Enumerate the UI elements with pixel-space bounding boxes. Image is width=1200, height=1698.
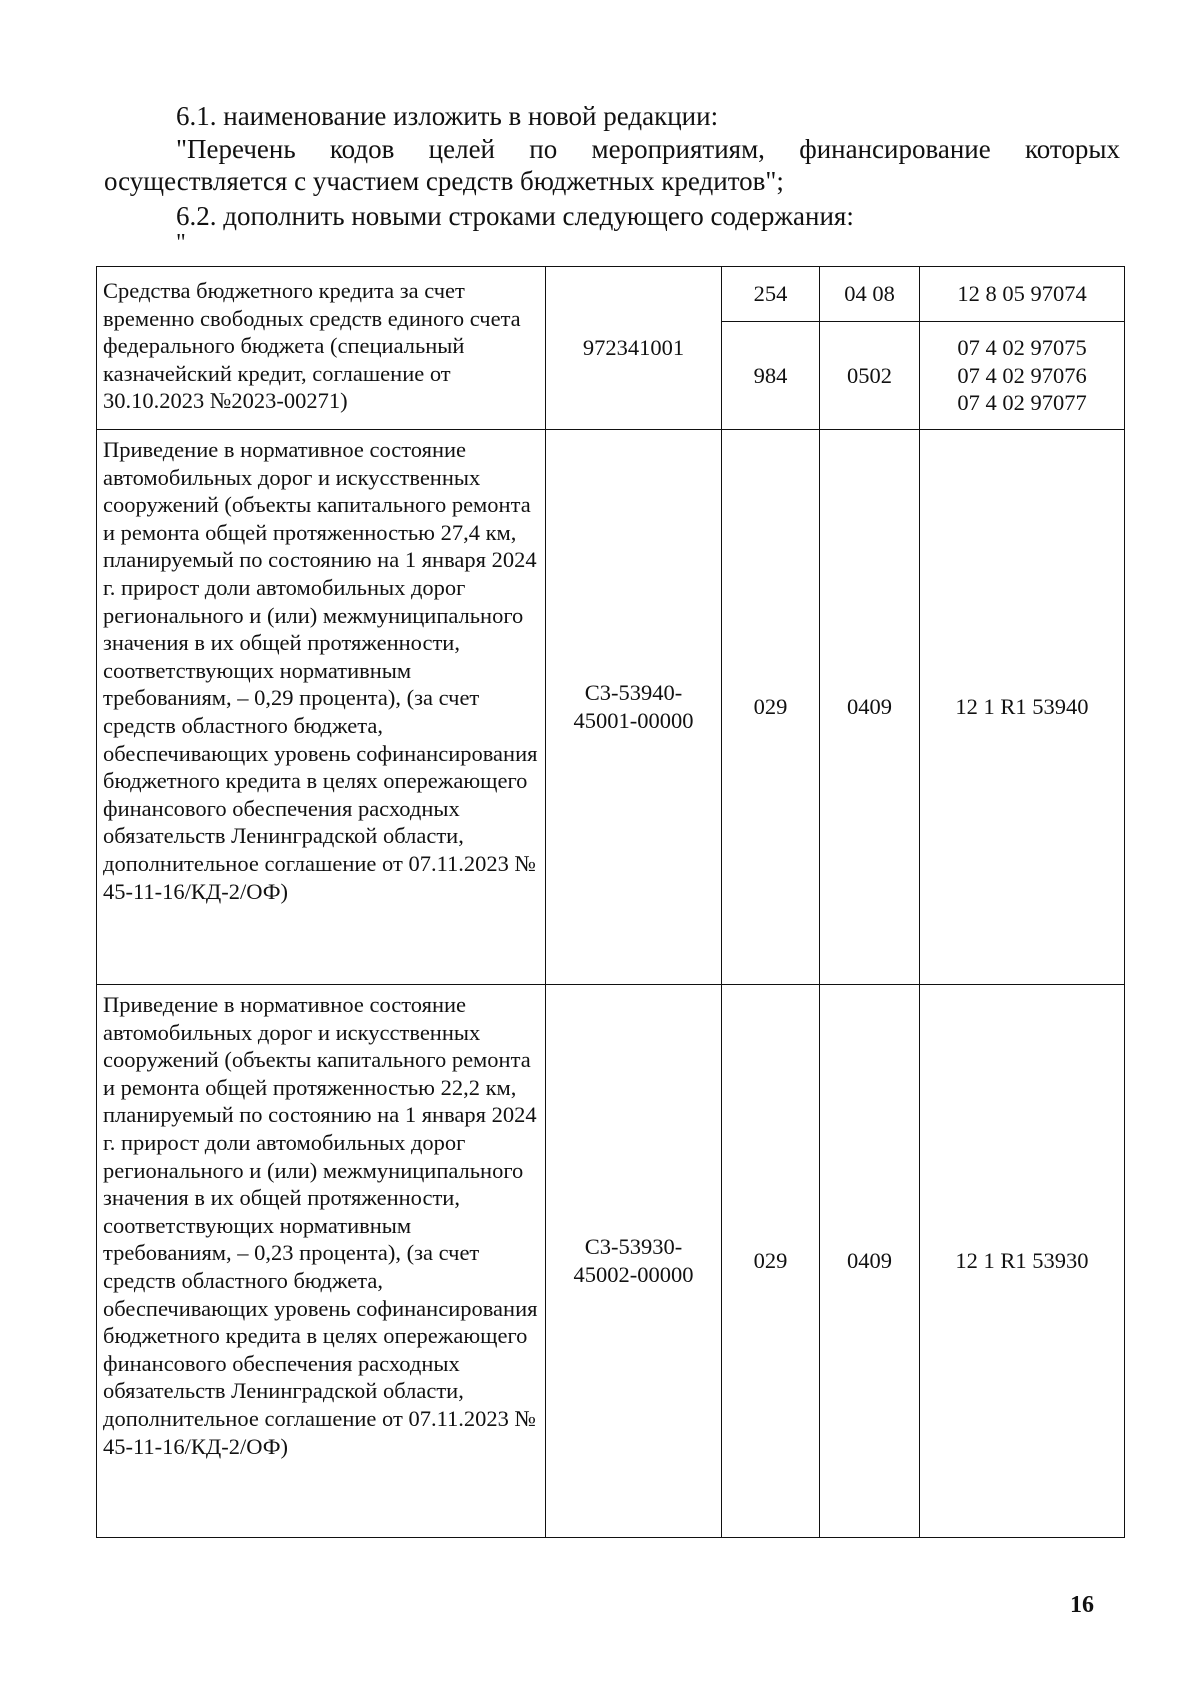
row3-code-line: 45002-00000 bbox=[573, 1262, 694, 1287]
row3-code bbox=[546, 985, 722, 1538]
row2-grbs: 029 bbox=[722, 430, 820, 985]
paragraph-6-2: 6.2. дополнить новыми строками следующего содержания: bbox=[176, 201, 854, 231]
row1a-grbs: 254 bbox=[722, 267, 820, 322]
row3-section: 0409 bbox=[820, 985, 920, 1538]
opening-quote-mark: " bbox=[176, 230, 186, 256]
codes-table bbox=[96, 266, 1125, 1538]
row1a-csr: 12 8 05 97074 bbox=[920, 267, 1125, 322]
row1b-csr-line: 07 4 02 97076 bbox=[957, 362, 1087, 388]
row1b-csr bbox=[920, 322, 1125, 430]
row2-code bbox=[546, 430, 722, 985]
row2-csr: 12 1 R1 53940 bbox=[920, 430, 1125, 985]
row1b-csr-line: 07 4 02 97075 bbox=[957, 335, 1087, 361]
row2-description: Приведение в нормативное состояние автомобильных дорог и искусственных сооружений (объекты капитального ремонта и ремонта общей протяженностью 27,4 км, планируемый по состоянию на 1 января 2024 г. прирост доли автомобильных дорог регионального и (или) межмуниципального значения в их общей протяженности, соответствующих нормативным требованиям, – 0,29 процента), (за счет средств областного бюджета, обеспечивающих уровень софинансирования бюджетного кредита в целях опережающего финансового обеспечения расходных обязательств Ленинградской области, дополнительное соглашение от 07.11.2023 № 45-11-16/КД-2/ОФ) bbox=[97, 430, 546, 985]
table-row bbox=[97, 985, 1125, 1538]
row1-description: Средства бюджетного кредита за счет временно свободных средств единого счета федерального бюджета (специальный казначейский кредит, соглашение от 30.10.2023 №2023-00271) bbox=[97, 267, 546, 430]
row3-csr: 12 1 R1 53930 bbox=[920, 985, 1125, 1538]
row3-description: Приведение в нормативное состояние автомобильных дорог и искусственных сооружений (объекты капитального ремонта и ремонта общей протяженностью 22,2 км, планируемый по состоянию на 1 января 2024 г. прирост доли автомобильных дорог регионального и (или) межмуниципального значения в их общей протяженности, соответствующих нормативным требованиям, – 0,23 процента), (за счет средств областного бюджета, обеспечивающих уровень софинансирования бюджетного кредита в целях опережающего финансового обеспечения расходных обязательств Ленинградской области, дополнительное соглашение от 07.11.2023 № 45-11-16/КД-2/ОФ) bbox=[97, 985, 546, 1538]
page-number: 16 bbox=[1070, 1592, 1094, 1618]
row1b-csr-line: 07 4 02 97077 bbox=[957, 390, 1087, 416]
row1b-grbs: 984 bbox=[722, 322, 820, 430]
row3-grbs: 029 bbox=[722, 985, 820, 1538]
row2-code-line: С3-53940- bbox=[584, 680, 683, 706]
table-row bbox=[97, 267, 1125, 322]
row2-section: 0409 bbox=[820, 430, 920, 985]
paragraph-new-title-line2: осуществляется с участием средств бюджетных кредитов"; bbox=[104, 166, 784, 196]
row2-code-line: 45001-00000 bbox=[573, 708, 694, 733]
paragraph-6-1: 6.1. наименование изложить в новой редакции: bbox=[176, 101, 719, 131]
paragraph-new-title-line1: "Перечень кодов целей по мероприятиям, финансирование которых bbox=[176, 134, 1120, 164]
table-row bbox=[97, 430, 1125, 985]
row1-code: 972341001 bbox=[546, 267, 722, 430]
row1a-section: 04 08 bbox=[820, 267, 920, 322]
row1b-section: 0502 bbox=[820, 322, 920, 430]
row3-code-line: С3-53930- bbox=[584, 1234, 683, 1260]
